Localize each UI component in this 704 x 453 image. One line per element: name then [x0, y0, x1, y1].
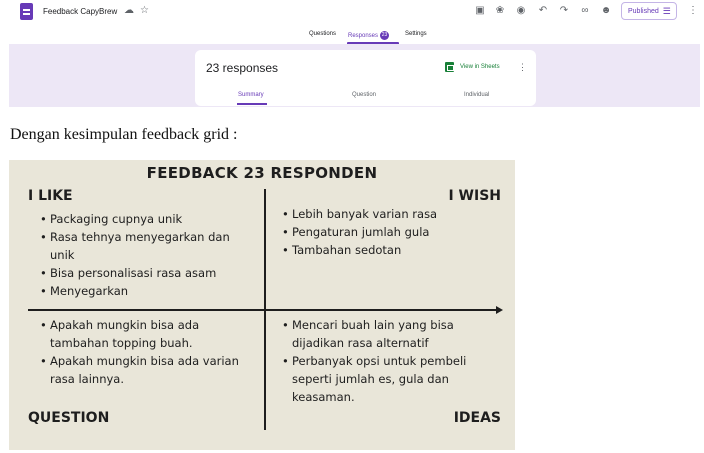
more-vert-icon[interactable]: ⋮: [688, 5, 698, 16]
main-tabs: [0, 26, 704, 44]
link-icon[interactable]: ∞: [581, 5, 589, 16]
ideas-list: [282, 316, 482, 406]
question-label: QUESTION: [28, 410, 110, 426]
responses-card: [195, 50, 536, 106]
preview-icon[interactable]: ◉: [516, 5, 526, 16]
undo-icon[interactable]: ↶: [538, 5, 548, 16]
palette-icon[interactable]: ❀: [495, 5, 505, 16]
tab-questions[interactable]: Questions: [309, 31, 337, 37]
list-item: • Lebih banyak varian rasa: [282, 205, 482, 223]
publish-settings-icon: ☰: [662, 5, 671, 16]
tab-responses-label: Responses: [348, 33, 379, 40]
add-collaborator-icon[interactable]: ☻: [600, 5, 612, 16]
responses-more-icon[interactable]: ⋮: [518, 62, 527, 72]
redo-icon[interactable]: ↷: [559, 5, 569, 16]
view-in-sheets-link[interactable]: View in Sheets: [460, 64, 500, 70]
published-label: Published: [628, 7, 659, 15]
i-wish-list: [282, 205, 482, 259]
form-title[interactable]: Feedback CapyBrew: [43, 7, 118, 16]
subtab-individual[interactable]: Individual: [464, 92, 490, 98]
list-item: • Apakah mungkin bisa ada varian rasa lainnya.: [40, 352, 250, 388]
list-item: • Tambahan sedotan: [282, 241, 482, 259]
grid-axis-arrow: [496, 306, 503, 314]
responses-count-badge: 23: [381, 32, 388, 38]
list-item: • Rasa tehnya menyegarkan dan unik: [40, 228, 250, 264]
list-item: • Mencari buah lain yang bisa dijadikan rasa alternatif: [282, 316, 482, 352]
list-item: • Apakah mungkin bisa ada tambahan topping buah.: [40, 316, 250, 352]
subtab-summary[interactable]: Summary: [238, 92, 264, 98]
list-item: • Perbanyak opsi untuk pembeli seperti jumlah es, gula dan keasaman.: [282, 352, 482, 406]
published-button[interactable]: [621, 2, 677, 20]
question-list: [40, 316, 250, 388]
move-to-drive-icon[interactable]: ☁: [124, 5, 134, 16]
caption-text: Dengan kesimpulan feedback grid :: [10, 126, 238, 143]
star-icon[interactable]: ☆: [140, 5, 149, 16]
sheets-icon[interactable]: [445, 62, 454, 72]
top-bar: [0, 0, 704, 24]
i-wish-label: I WISH: [448, 188, 501, 204]
feedback-grid-title: FEEDBACK 23 RESPONDEN: [146, 164, 378, 182]
subtab-question[interactable]: Question: [352, 92, 377, 98]
list-item: • Bisa personalisasi rasa asam: [40, 264, 250, 282]
ideas-label: IDEAS: [453, 410, 501, 426]
grid-horizontal-axis: [28, 309, 498, 311]
tab-settings[interactable]: Settings: [405, 31, 427, 37]
list-item: • Pengaturan jumlah gula: [282, 223, 482, 241]
feedback-grid-image: [9, 160, 515, 450]
active-subtab-indicator: [237, 103, 267, 105]
tab-responses[interactable]: [348, 31, 389, 40]
i-like-label: I LIKE: [28, 188, 73, 204]
list-item: • Menyegarkan: [40, 282, 250, 300]
responses-count: 23 responses: [206, 61, 279, 75]
customize-theme-icon[interactable]: ▣: [475, 5, 485, 16]
list-item: • Packaging cupnya unik: [40, 210, 250, 228]
i-like-list: [40, 210, 250, 300]
forms-logo-icon[interactable]: [20, 3, 33, 20]
